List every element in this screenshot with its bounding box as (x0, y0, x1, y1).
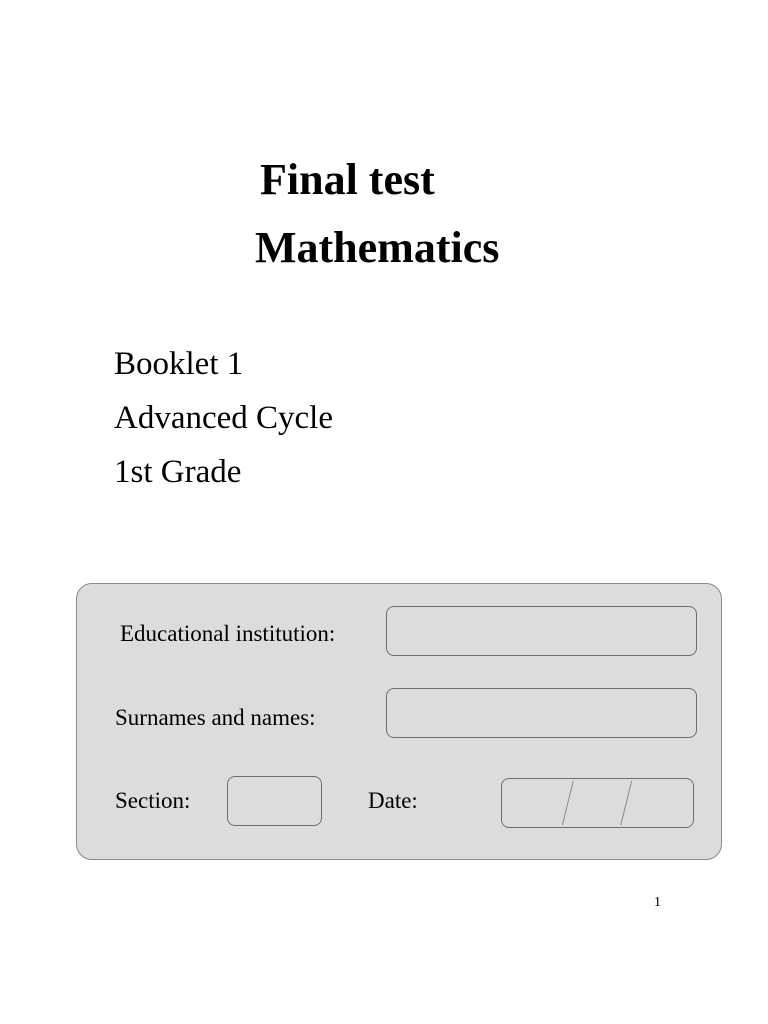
cycle-label: Advanced Cycle (114, 400, 333, 436)
date-separator-month-year (621, 781, 632, 825)
page-title: Final test (260, 155, 435, 204)
page-number: 1 (654, 895, 661, 910)
date-field[interactable] (501, 778, 694, 828)
student-info-panel (76, 583, 722, 860)
institution-field[interactable] (386, 606, 697, 656)
names-label: Surnames and names: (115, 705, 316, 730)
booklet-label: Booklet 1 (114, 346, 244, 382)
grade-label: 1st Grade (114, 454, 242, 490)
date-separator-day-month (562, 781, 573, 825)
section-field[interactable] (227, 776, 322, 826)
date-label: Date: (368, 788, 418, 813)
date-separators (502, 779, 693, 827)
institution-label: Educational institution: (120, 621, 336, 646)
section-label: Section: (115, 788, 191, 813)
names-field[interactable] (386, 688, 697, 738)
subject-title: Mathematics (255, 223, 500, 272)
